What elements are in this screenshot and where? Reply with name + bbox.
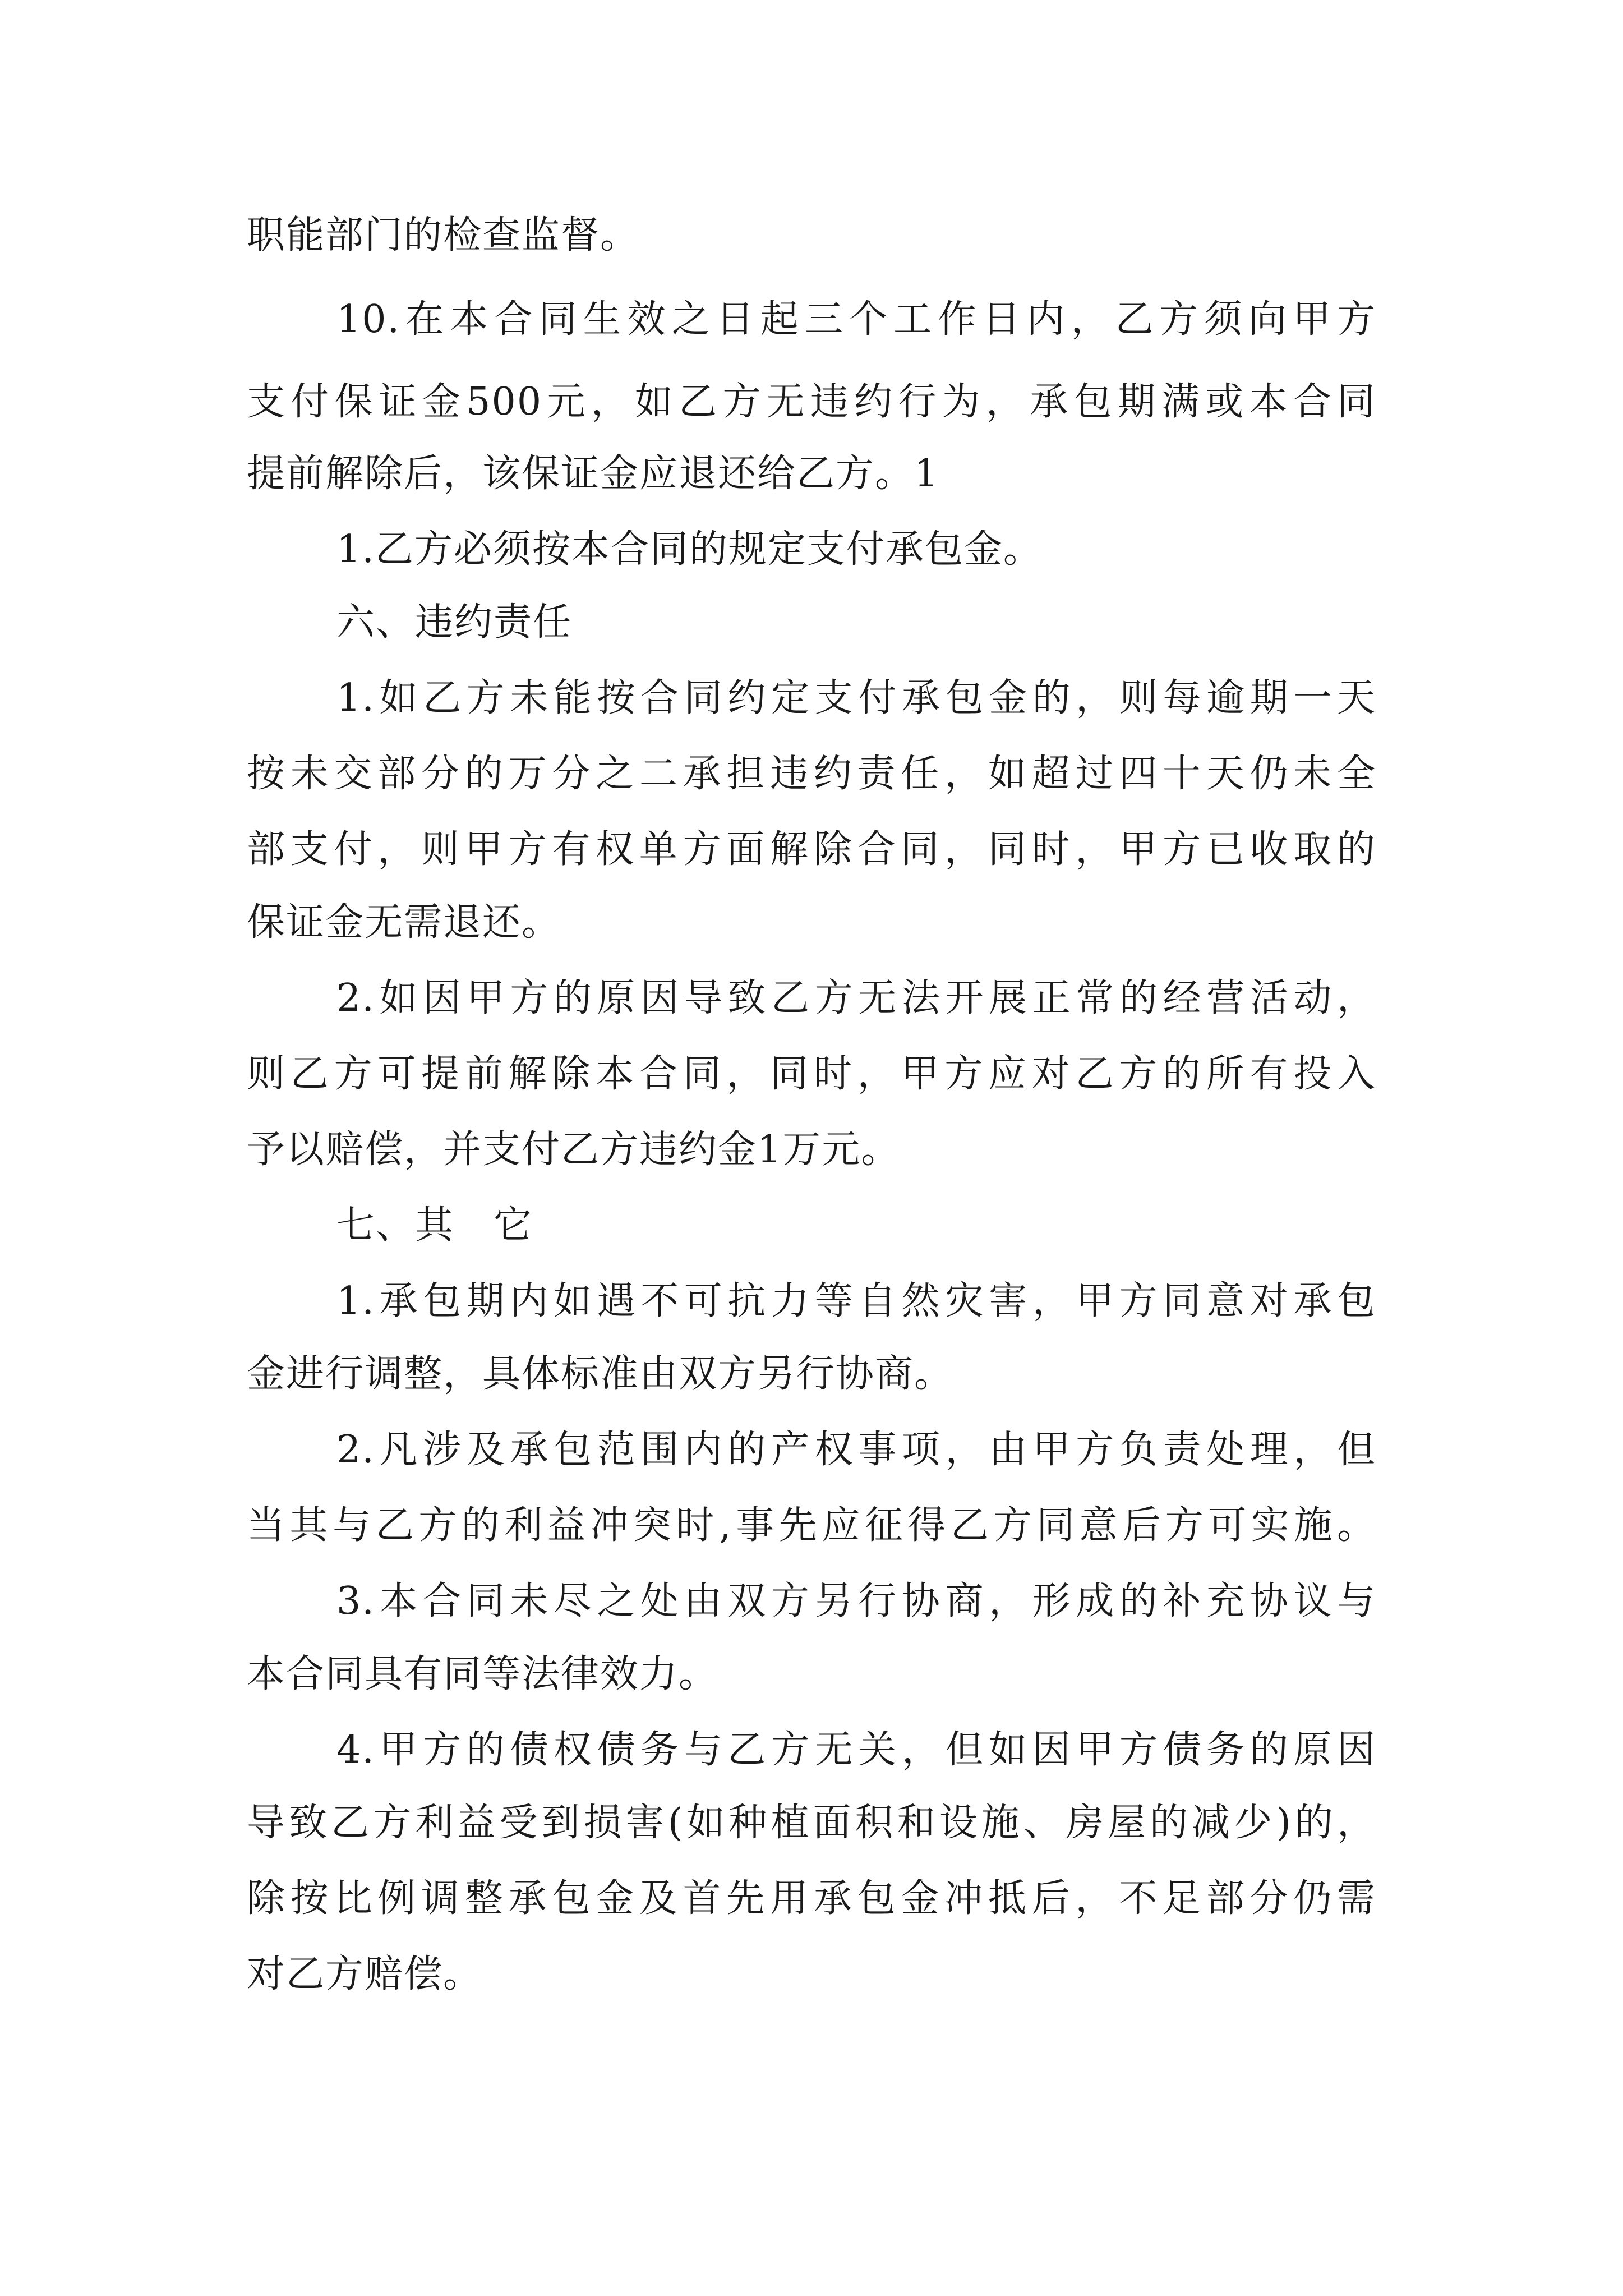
text-line: 1.承包期内如遇不可抗力等自然灾害，甲方同意对承包: [336, 1279, 1376, 1323]
text-line: 当其与乙方的利益冲突时,事先应征得乙方同意后方可实施。: [247, 1503, 1376, 1548]
text-line: 4.甲方的债权债务与乙方无关，但如因甲方债务的原因: [336, 1728, 1376, 1772]
text-line: 支付保证金500元，如乙方无违约行为，承包期满或本合同: [247, 380, 1376, 424]
text-line: 对乙方赔偿。: [247, 1952, 483, 1996]
text-line: 导致乙方利益受到损害(如种植面积和设施、房屋的减少)的，: [247, 1801, 1376, 1845]
text-line: 提前解除后，该保证金应退还给乙方。1: [247, 452, 940, 496]
text-line: 职能部门的检查监督。: [247, 213, 640, 257]
text-line: 3.本合同未尽之处由双方另行协商，形成的补充协议与: [336, 1579, 1376, 1623]
text-line: 除按比例调整承包金及首先用承包金冲抵后，不足部分仍需: [247, 1876, 1376, 1921]
text-line: 金进行调整，具体标准由双方另行协商。: [247, 1352, 954, 1396]
text-line: 按未交部分的万分之二承担违约责任，如超过四十天仍未全: [247, 752, 1376, 796]
text-line: 2.凡涉及承包范围内的产权事项，由甲方负责处理，但: [336, 1428, 1376, 1472]
text-line: 部支付，则甲方有权单方面解除合同，同时，甲方已收取的: [247, 827, 1376, 872]
text-line: 保证金无需退还。: [247, 900, 561, 945]
text-line: 予以赔偿，并支付乙方违约金1万元。: [247, 1128, 901, 1172]
text-line: 1.乙方必须按本合同的规定支付承包金。: [336, 527, 1043, 572]
text-line: 10.在本合同生效之日起三个工作日内，乙方须向甲方: [336, 297, 1376, 342]
text-line: 2.如因甲方的原因导致乙方无法开展正常的经营活动，: [336, 976, 1376, 1020]
text-line: 本合同具有同等法律效力。: [247, 1652, 718, 1696]
text-line: 则乙方可提前解除本合同，同时，甲方应对乙方的所有投入: [247, 1052, 1376, 1096]
text-line: 1.如乙方未能按合同约定支付承包金的，则每逾期一天: [336, 676, 1376, 720]
section-heading: 七、其 它: [336, 1203, 533, 1248]
section-heading: 六、违约责任: [336, 600, 573, 645]
